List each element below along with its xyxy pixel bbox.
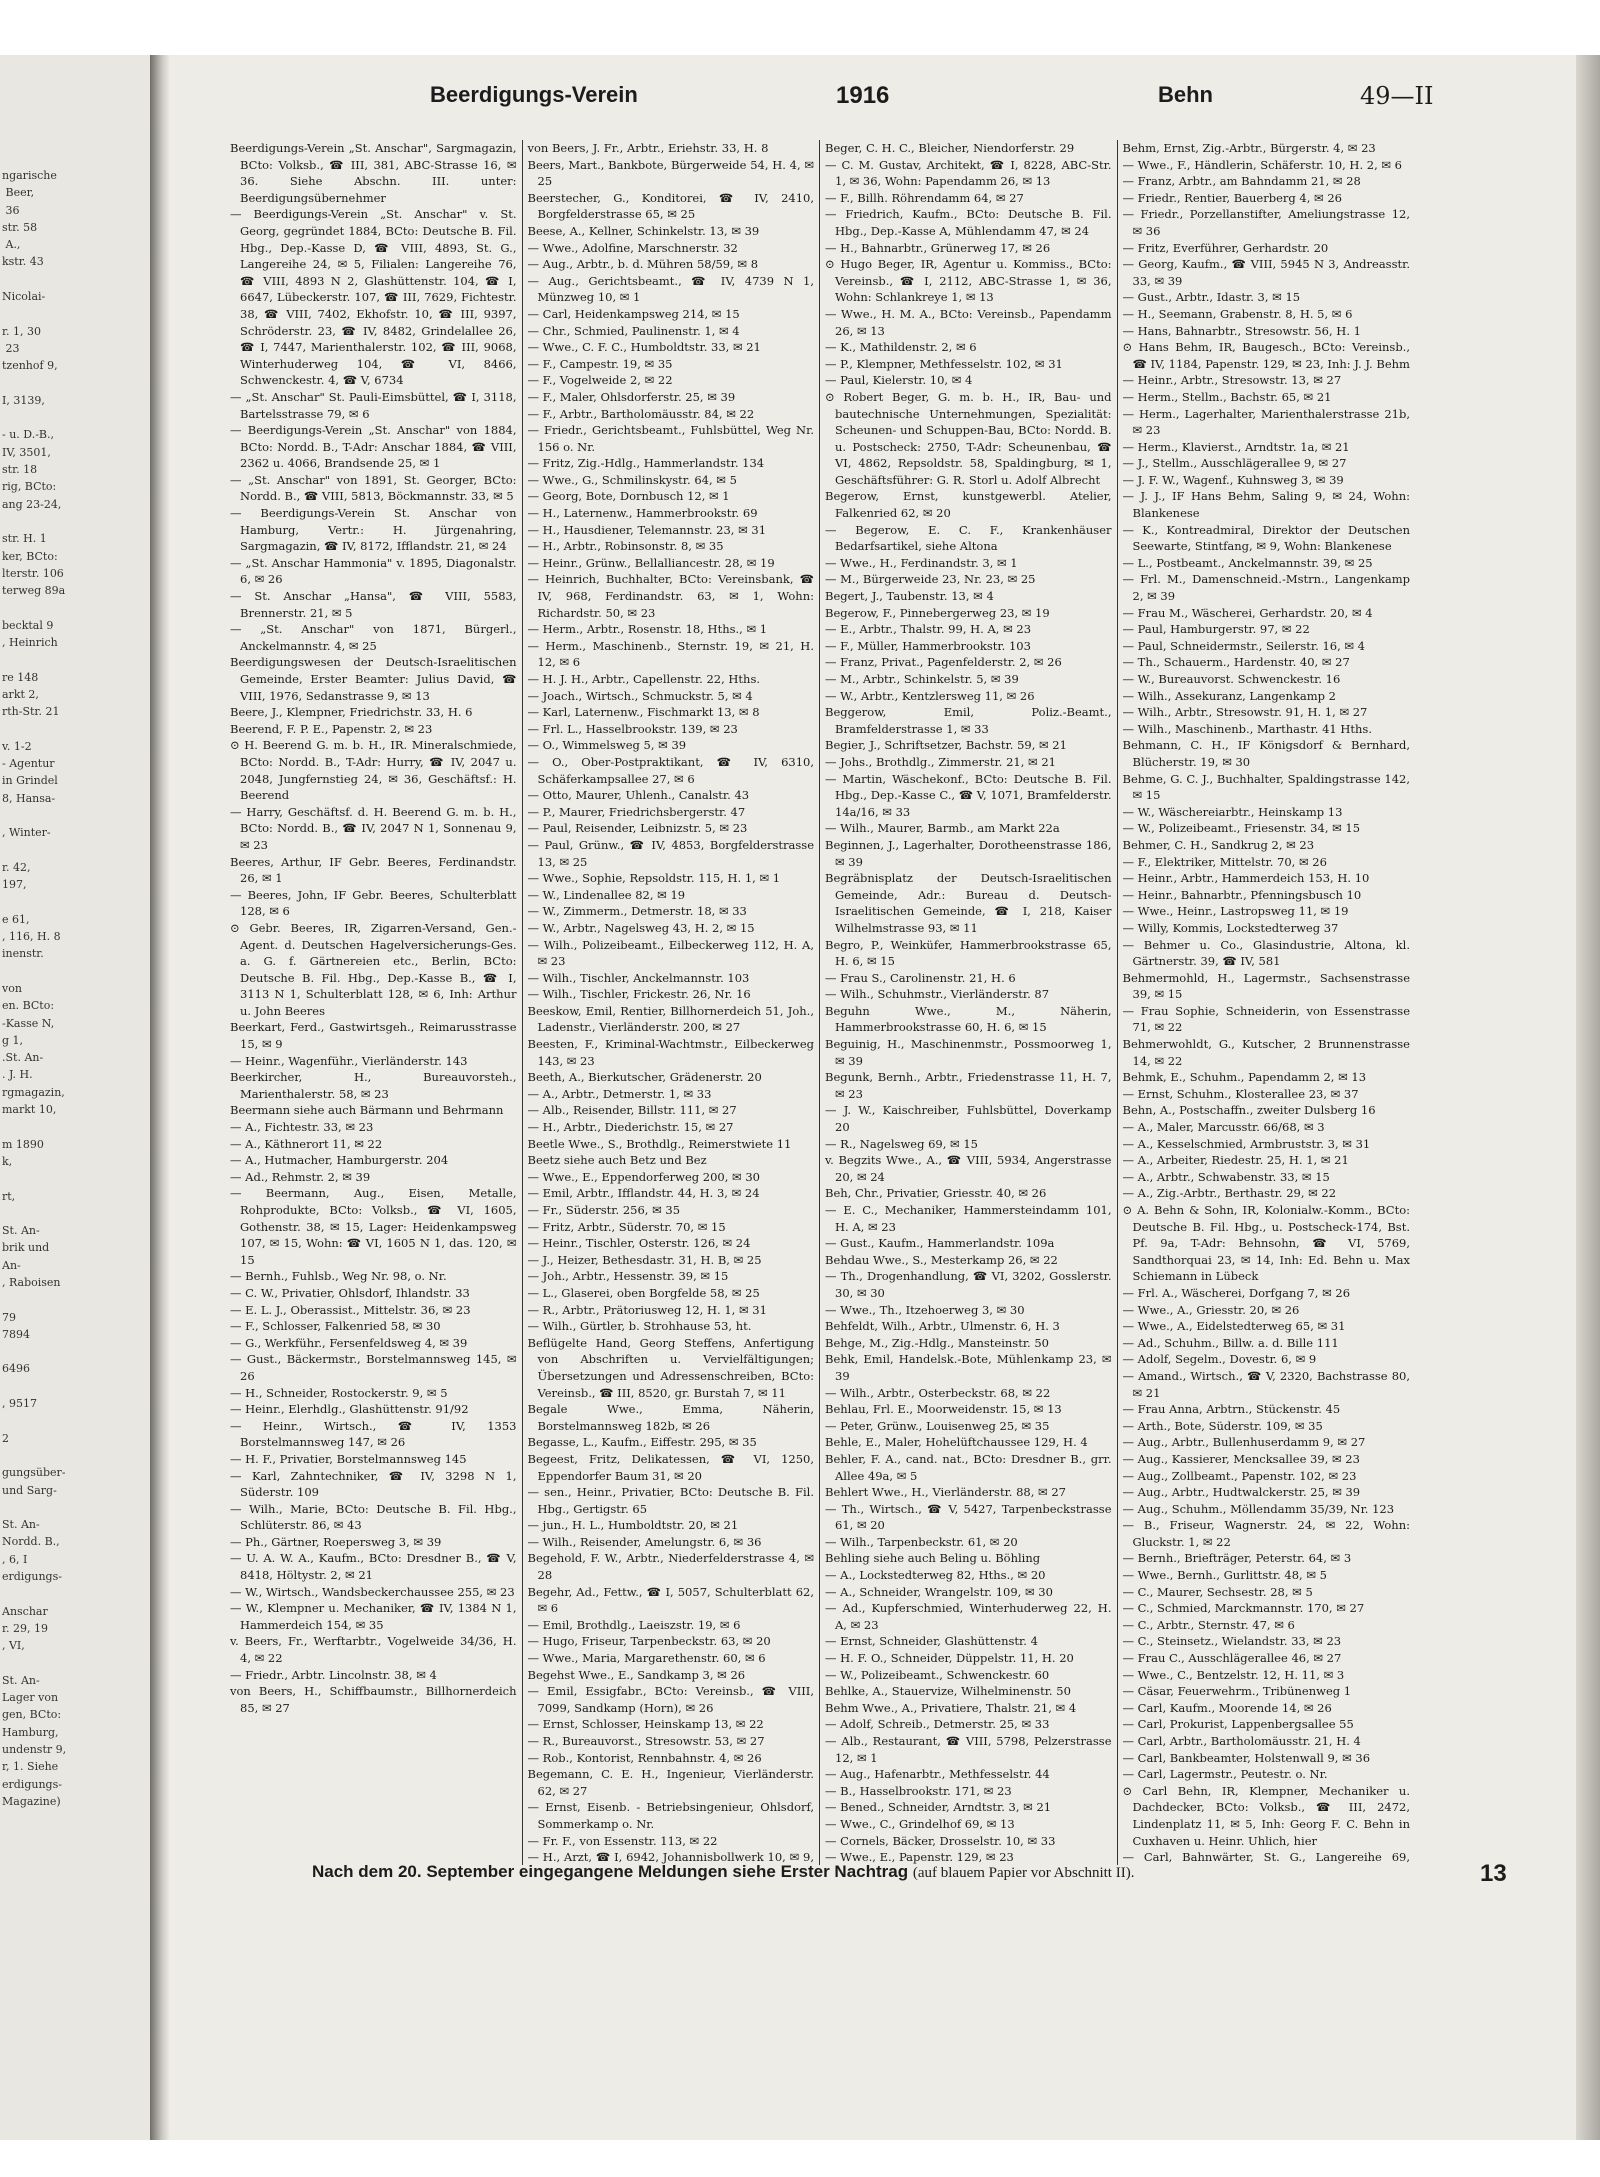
directory-entry: — Rob., Kontorist, Rennbahnstr. 4, ✉ 26	[527, 1750, 762, 1765]
facing-page-fragment	[0, 55, 155, 2140]
directory-entry: — J. W., Kaischreiber, Fuhlsbüttel, Doverkamp 20	[825, 1103, 1112, 1135]
header-year: 1916	[836, 82, 890, 109]
directory-entry: — Wilh., Tarpenbeckstr. 61, ✉ 20	[825, 1534, 1018, 1549]
directory-entry: Begier, J., Schriftsetzer, Bachstr. 59, ✉ 21	[825, 738, 1067, 753]
directory-entry: — Wwe., Maria, Margarethenstr. 60, ✉ 6	[527, 1651, 766, 1666]
directory-entry: — G., Werkführ., Fersenfeldsweg 4, ✉ 39	[230, 1335, 468, 1350]
directory-entry: — F., Müller, Hammerbrookstr. 103	[825, 638, 1031, 653]
directory-entry: Beggerow, Emil, Poliz.-Beamt., Bramfelderstrasse 1, ✉ 33	[825, 705, 1112, 736]
column-3	[820, 140, 1118, 1865]
directory-entry: ⊙ Hugo Beger, IR, Agentur u. Kommiss., BCto: Vereinsb., ☎ I, 2112, ABC-Strasse 1, ✉ 36, Wohn: Schlankreye 1, ✉ 13	[825, 257, 1112, 305]
directory-entry: — Fr., Süderstr. 256, ✉ 35	[527, 1203, 681, 1217]
header-left-keyword: Beerdigungs-Verein	[430, 82, 638, 107]
directory-entry: Behlke, A., Stauervize, Wilhelminenstr. 50	[825, 1684, 1071, 1699]
directory-entry: — H., Arbtr., Diederichstr. 15, ✉ 27	[527, 1120, 734, 1135]
directory-entry: — Wilh., Marie, BCto: Deutsche B. Fil. Hbg., Schlüterstr. 86, ✉ 43	[230, 1501, 517, 1533]
directory-entry: — Begerow, E. C. F., Krankenhäuser Bedarfsartikel, siehe Altona	[825, 522, 1112, 554]
directory-entry: — sen., Heinr., Privatier, BCto: Deutsche B. Fil. Hbg., Gertigstr. 65	[527, 1485, 814, 1516]
directory-entry: — Wwe., A., Griesstr. 20, ✉ 26	[1122, 1302, 1300, 1317]
directory-entry: Behn, A., Postschaffn., zweiter Dulsberg 16	[1122, 1103, 1376, 1118]
directory-entry: — Wilh., Polizeibeamt., Eilbeckerweg 112, H. A, ✉ 23	[527, 937, 814, 969]
directory-entry: — E., Arbtr., Thalstr. 99, H. A, ✉ 23	[825, 622, 1032, 637]
directory-entry: — Carl, Bahnwärter, St. G., Langereihe 69,	[1122, 1850, 1410, 1865]
directory-entry: Beh, Chr., Privatier, Griesstr. 40, ✉ 26	[825, 1186, 1047, 1201]
directory-entry: — L., Postbeamt., Anckelmannstr. 39, ✉ 25	[1122, 555, 1373, 570]
header-right-keyword: Behn	[1158, 82, 1213, 107]
directory-entry: Behle, E., Maler, Hohelüftchaussee 129, H. 4	[825, 1435, 1088, 1450]
directory-entry: — Adolf, Schreib., Detmerstr. 25, ✉ 33	[825, 1717, 1050, 1732]
directory-entry: Behmann, C. H., IF Königsdorf & Bernhard, Blücherstr. 19, ✉ 30	[1122, 738, 1410, 769]
directory-entry: — Beeres, John, IF Gebr. Beeres, Schulterblatt 128, ✉ 6	[230, 887, 517, 919]
directory-entry: — Adolf, Segelm., Dovestr. 6, ✉ 9	[1122, 1352, 1317, 1367]
directory-entry: — Wilh., Tischler, Frickestr. 26, Nr. 16	[527, 987, 751, 1002]
directory-entry: — J., Heizer, Bethesdastr. 31, H. B, ✉ 25	[527, 1252, 762, 1267]
directory-entry: — C., Arbtr., Sternstr. 47, ✉ 6	[1122, 1617, 1295, 1632]
directory-entry: — Gust., Arbtr., Idastr. 3, ✉ 15	[1122, 290, 1301, 305]
directory-entry: — Fr. F., von Essenstr. 113, ✉ 22	[527, 1833, 718, 1848]
directory-entry: — Heinr., Elerhdlg., Glashüttenstr. 91/92	[230, 1402, 469, 1417]
directory-entry: — K., Mathildenstr. 2, ✉ 6	[825, 340, 977, 355]
directory-entry: — H. F., Privatier, Borstelmannsweg 145	[230, 1451, 467, 1466]
directory-entry: — Ph., Gärtner, Roepersweg 3, ✉ 39	[230, 1534, 442, 1549]
directory-entry: — Heinr., Arbtr., Stresowstr. 13, ✉ 27	[1122, 373, 1342, 388]
directory-entry: Behme, G. C. J., Buchhalter, Spaldingstrasse 142, ✉ 15	[1122, 771, 1410, 803]
directory-entry: — E. C., Mechaniker, Hammersteindamm 101, H. A, ✉ 23	[825, 1203, 1112, 1234]
directory-entry: — K., Kontreadmiral, Direktor der Deutschen Seewarte, Stintfang, ✉ 9, Wohn: Blankenese	[1122, 522, 1410, 554]
directory-entry: — W., Bureauvorst. Schwenckestr. 16	[1122, 672, 1341, 686]
directory-entry: — A., Fichtestr. 33, ✉ 23	[230, 1120, 374, 1135]
directory-entry: — Arth., Bote, Süderstr. 109, ✉ 35	[1122, 1418, 1323, 1433]
directory-entry: — Herm., Lagerhalter, Marienthalerstrasse 21b, ✉ 23	[1122, 406, 1410, 438]
directory-entry: — C., Steinsetz., Wielandstr. 33, ✉ 23	[1122, 1634, 1342, 1649]
directory-entry: Beeskow, Emil, Rentier, Billhornerdeich 51, Joh., Ladenstr., Vierländerstr. 200, ✉ 27	[527, 1003, 814, 1035]
directory-entry: — Wwe., C., Grindelhof 69, ✉ 13	[825, 1816, 1015, 1831]
directory-entry: — Wilh., Assekuranz, Langenkamp 2	[1122, 688, 1336, 703]
directory-entry: — J. J., IF Hans Behm, Saling 9, ✉ 24, Wohn: Blankenese	[1122, 489, 1410, 521]
directory-entry: Behfeldt, Wilh., Arbtr., Ulmenstr. 6, H. 3	[825, 1319, 1060, 1334]
directory-entry: — Frl. M., Damenschneid.-Mstrn., Langenkamp 2, ✉ 39	[1122, 572, 1410, 604]
directory-entry: — Friedr., Gerichtsbeamt., Fuhlsbüttel, Weg Nr. 156 o. Nr.	[527, 423, 814, 454]
directory-entry: — H., Arzt, ☎ I, 6942, Johannisbollwerk 10, ✉ 9,	[527, 1850, 814, 1865]
directory-entry: — F., Billh. Röhrendamm 64, ✉ 27	[825, 190, 1024, 205]
directory-entry: Behm Wwe., A., Privatiere, Thalstr. 21, ✉ 4	[825, 1700, 1077, 1715]
directory-entry: — A., Käthnerort 11, ✉ 22	[230, 1136, 383, 1151]
directory-entry: — A., Schneider, Wrangelstr. 109, ✉ 30	[825, 1584, 1053, 1599]
directory-entry: — F., Arbtr., Bartholomäusstr. 84, ✉ 22	[527, 406, 755, 421]
directory-entry: — Emil, Essigfabr., BCto: Vereinsb., ☎ VIII, 7099, Sandkamp (Horn), ✉ 26	[527, 1684, 814, 1715]
directory-entry: Begehold, F. W., Arbtr., Niederfelderstrasse 4, ✉ 28	[527, 1551, 814, 1583]
directory-entry: Beetle Wwe., S., Brothdlg., Reimerstwiete 11	[527, 1136, 792, 1151]
directory-entry: — B., Friseur, Wagnerstr. 24, ✉ 22, Wohn: Gluckstr. 1, ✉ 22	[1122, 1518, 1410, 1549]
directory-entry: — W., Zimmerm., Detmerstr. 18, ✉ 33	[527, 904, 747, 919]
directory-entry: — Ernst, Eisenb. - Betriebsingenieur, Ohlsdorf, Sommerkamp o. Nr.	[527, 1800, 814, 1831]
directory-entry: — Wwe., Heinr., Lastropsweg 11, ✉ 19	[1122, 904, 1349, 919]
directory-entry: — Wwe., G., Schmilinskystr. 64, ✉ 5	[527, 472, 737, 487]
column-2	[523, 140, 821, 1865]
directory-entry: — Friedrich, Kaufm., BCto: Deutsche B. Fil. Hbg., Dep.-Kasse A, Mühlendamm 47, ✉ 24	[825, 207, 1112, 238]
directory-entry: — Wwe., Adolfine, Marschnerstr. 32	[527, 240, 738, 255]
directory-entry: Beerdigungs-Verein „St. Anschar", Sargmagazin, BCto: Volksb., ☎ III, 381, ABC-Strasse 16, ✉ 36. Siehe Abschn. III. unter: Beerdigungsübernehmer	[230, 141, 517, 205]
directory-entry: ⊙ Robert Beger, G. m. b. H., IR, Bau- und bautechnische Unternehmungen, Spezialität: Scheunen- und Schuppen-Bau, BCto: Nordd. B. u. Postscheck: 2750, T-Adr: Scheunenbau, ☎ VI, 4862, Repsoldstr. 58, Spaldingburg, ✉ 1, Geschäftsführer: G. R. Storl u. Adolf Albrecht	[825, 389, 1112, 487]
directory-entry: — Wilh., Maschinenb., Marthastr. 41 Hths.	[1122, 721, 1372, 736]
directory-entry: — M., Bürgerweide 23, Nr. 23, ✉ 25	[825, 572, 1036, 587]
book-gutter	[150, 55, 170, 2140]
directory-entry: Beetz siehe auch Betz und Bez	[527, 1153, 707, 1168]
directory-entry: Beeth, A., Bierkutscher, Grädenerstr. 20	[527, 1070, 762, 1085]
directory-entry: — O., Wimmelsweg 5, ✉ 39	[527, 738, 687, 753]
running-header	[430, 82, 1550, 122]
directory-entry: — A., Kesselschmied, Armbruststr. 3, ✉ 31	[1122, 1136, 1371, 1151]
directory-entry: — Carl, Kaufm., Moorende 14, ✉ 26	[1122, 1700, 1332, 1715]
directory-entry: — Wilh., Reisender, Amelungstr. 6, ✉ 36	[527, 1534, 762, 1549]
directory-entry: — Friedr., Porzellanstifter, Ameliungstrasse 12, ✉ 36	[1122, 207, 1410, 238]
directory-entry: — Heinr., Tischler, Osterstr. 126, ✉ 24	[527, 1236, 751, 1251]
directory-entry: — R., Nagelsweg 69, ✉ 15	[825, 1136, 978, 1151]
directory-entry: — „St. Anschar Hammonia" v. 1895, Diagonalstr. 6, ✉ 26	[230, 555, 517, 587]
directory-entry: — Amand., Wirtsch., ☎ V, 2320, Bachstrasse 80, ✉ 21	[1122, 1368, 1410, 1400]
directory-entry: Behmk, E., Schuhm., Papendamm 2, ✉ 13	[1122, 1070, 1367, 1085]
directory-entry: — Wilh., Arbtr., Stresowstr. 91, H. 1, ✉ 27	[1122, 705, 1368, 720]
directory-entry: — St. Anschar „Hansa", ☎ VIII, 5583, Brennerstr. 21, ✉ 5	[230, 589, 517, 620]
directory-entry: Beguinig, H., Maschinenmstr., Possmoorweg 1, ✉ 39	[825, 1037, 1112, 1068]
directory-entry: Beerkart, Ferd., Gastwirtsgeh., Reimarusstrasse 15, ✉ 9	[230, 1020, 517, 1052]
directory-entry: Behmer, C. H., Sandkrug 2, ✉ 23	[1122, 837, 1315, 852]
directory-entry: — H., Arbtr., Robinsonstr. 8, ✉ 35	[527, 539, 724, 554]
directory-entry: — Georg, Bote, Dornbusch 12, ✉ 1	[527, 489, 730, 504]
directory-entry: — Ad., Schuhm., Billw. a. d. Bille 111	[1122, 1335, 1339, 1350]
directory-entry: — Carl, Prokurist, Lappenbergsallee 55	[1122, 1717, 1354, 1732]
directory-entry: — A., Arbeiter, Riedestr. 25, H. 1, ✉ 21	[1122, 1153, 1349, 1168]
directory-entry: — Wwe., C. F. C., Humboldtstr. 33, ✉ 21	[527, 340, 761, 355]
facing-page-text: ngarische Beer, 36 str. 58 A., kstr. 43 Nicolai- r. 1, 30 23 tzenhof 9, I, 3139, - u. D.-B., IV, 3501, str. 18 rig, BCto: ang 23-24, str. H. 1 ker, BCto: lterstr. 106 terweg 89a becktal 9 , Heinrich re 148 arkt 2, rth-Str. 21 v. 1-2 - Agentur in Grindel 8, Hansa- , Winter- r. 42, 197, e 61, , 116, H. 8 inenstr. von en. BCto: -Kasse N, g 1, .St. An- . J. H. rgmagazin, markt 10, m 1890 k, rt, St. An- brik und An- , Raboisen 79 7894 6496 , 9517 2 gungsüber- und Sarg- St. An- Nordd. B., , 6, I erdigungs- Anschar r. 29, 19 , VI, St. An- Lager von gen, BCto: Hamburg, undenstr 9, r, 1. Siehe erdigungs- Magazine)	[2, 169, 67, 1808]
directory-entry: Beese, A., Kellner, Schinkelstr. 13, ✉ 39	[527, 223, 760, 238]
directory-entry: — Beerdigungs-Verein „St. Anschar" von 1884, BCto: Nordd. B., T-Adr: Anschar 1884, ☎ VIII, 2362 u. 4066, Brandsende 25, ✉ 1	[230, 423, 517, 471]
directory-entry: Beflügelte Hand, Georg Steffens, Anfertigung von Abschriften u. Vervielfältigungen; Übersetzungen und Adressenschreiben, BCto: Vereinsb., ☎ III, 8520, gr. Burstah 7, ✉ 11	[527, 1335, 814, 1400]
directory-entry: Behling siehe auch Beling u. Böhling	[825, 1551, 1041, 1566]
directory-entry: — Harry, Geschäftsf. d. H. Beerend G. m. b. H., BCto: Nordd. B., ☎ IV, 2047 N 1, Sonnenau 9, ✉ 23	[230, 804, 517, 852]
directory-entry: — Emil, Brothdlg., Laeiszstr. 19, ✉ 6	[527, 1617, 741, 1632]
directory-entry: — Wwe., Th., Itzehoerweg 3, ✉ 30	[825, 1302, 1025, 1317]
directory-entry: — O., Ober-Postpraktikant, ☎ IV, 6310, Schäferkampsallee 27, ✉ 6	[527, 754, 814, 786]
directory-entry: — Aug., Arbtr., b. d. Mühren 58/59, ✉ 8	[527, 257, 759, 272]
directory-entry: — Wwe., E., Eppendorferweg 200, ✉ 30	[527, 1169, 760, 1184]
directory-entry: — Joach., Wirtsch., Schmuckstr. 5, ✉ 4	[527, 688, 753, 703]
directory-entry: Beesten, F., Kriminal-Wachtmstr., Eilbeckerweg 143, ✉ 23	[527, 1037, 814, 1068]
directory-entry: — H., Hausdiener, Telemannstr. 23, ✉ 31	[527, 522, 767, 537]
directory-entry: — P., Klempner, Methfesselstr. 102, ✉ 31	[825, 356, 1063, 371]
directory-entry: — Frl. A., Wäscherei, Dorfgang 7, ✉ 26	[1122, 1285, 1351, 1300]
directory-entry: Beerkircher, H., Bureauvorsteh., Marienthalerstr. 58, ✉ 23	[230, 1070, 517, 1101]
directory-entry: Behm, Ernst, Zig.-Arbtr., Bürgerstr. 4, ✉ 23	[1122, 141, 1376, 155]
directory-entry: — Ernst, Schuhm., Klosterallee 23, ✉ 37	[1122, 1086, 1359, 1101]
directory-entry: — Herm., Klavierst., Arndtstr. 1a, ✉ 21	[1122, 439, 1350, 454]
directory-entry: — Chr., Schmied, Paulinenstr. 1, ✉ 4	[527, 323, 740, 338]
directory-entry: — W., Lindenallee 82, ✉ 19	[527, 887, 686, 902]
directory-entry: Begale Wwe., Emma, Näherin, Borstelmannsweg 182b, ✉ 26	[527, 1402, 814, 1433]
directory-entry: — U. A. W. A., Kaufm., BCto: Dresdner B., ☎ V, 8418, Höltystr. 2, ✉ 21	[230, 1551, 517, 1583]
footer-page-number: 13	[1480, 1860, 1507, 1887]
directory-entry: — W., Wäschereiarbtr., Heinskamp 13	[1122, 804, 1343, 819]
directory-entry: — C., Schmied, Marckmannstr. 170, ✉ 27	[1122, 1601, 1365, 1616]
directory-entry: Beginnen, J., Lagerhalter, Dorotheenstrasse 186, ✉ 39	[825, 837, 1112, 869]
directory-entry: Beger, C. H. C., Bleicher, Niendorferstr. 29	[825, 141, 1075, 155]
directory-entry: — Th., Wirtsch., ☎ V, 5427, Tarpenbeckstrasse 61, ✉ 20	[825, 1501, 1112, 1533]
directory-entry: — Wilh., Maurer, Barmb., am Markt 22a	[825, 821, 1060, 836]
directory-entry: — Paul, Hamburgerstr. 97, ✉ 22	[1122, 622, 1310, 637]
directory-entry: v. Begzits Wwe., A., ☎ VIII, 5934, Angerstrasse 20, ✉ 24	[825, 1153, 1112, 1184]
directory-entry: — Wilh., Tischler, Anckelmannstr. 103	[527, 970, 750, 985]
directory-entry: — J., Stellm., Ausschlägerallee 9, ✉ 27	[1122, 456, 1347, 471]
directory-entry: — Heinr., Grünw., Bellalliancestr. 28, ✉ 19	[527, 555, 775, 570]
directory-entry: Beere, J., Klempner, Friedrichstr. 33, H. 6	[230, 705, 473, 720]
directory-entry: — H., Bahnarbtr., Grünerweg 17, ✉ 26	[825, 240, 1051, 255]
directory-entry: — Wwe., F., Händlerin, Schäferstr. 10, H. 2, ✉ 6	[1122, 157, 1403, 172]
directory-entry: Beerstecher, G., Konditorei, ☎ IV, 2410, Borgfelderstrasse 65, ✉ 25	[527, 190, 814, 222]
directory-entry: — Wwe., H. M. A., BCto: Vereinsb., Papendamm 26, ✉ 13	[825, 306, 1112, 338]
directory-entry: Behlau, Frl. E., Moorweidenstr. 15, ✉ 13	[825, 1402, 1062, 1417]
directory-entry: — Heinr., Wirtsch., ☎ IV, 1353 Borstelmannsweg 147, ✉ 26	[230, 1418, 517, 1450]
directory-entry: — W., Arbtr., Kentzlersweg 11, ✉ 26	[825, 688, 1035, 703]
directory-entry: — Paul, Grünw., ☎ IV, 4853, Borgfelderstrasse 13, ✉ 25	[527, 837, 814, 869]
directory-entry: Beers, Mart., Bankbote, Bürgerweide 54, H. 4, ✉ 25	[527, 157, 814, 189]
directory-entry: — Heinrich, Buchhalter, BCto: Vereinsbank, ☎ IV, 968, Ferdinandstr. 63, ✉ 1, Wohn: Richardstr. 50, ✉ 23	[527, 572, 814, 620]
directory-entry: — Otto, Maurer, Uhlenh., Canalstr. 43	[527, 788, 750, 803]
directory-entry: — C. M. Gustav, Architekt, ☎ I, 8228, ABC-Str. 1, ✉ 36, Wohn: Papendamm 26, ✉ 13	[825, 157, 1112, 189]
directory-entry: — C. W., Privatier, Ohlsdorf, Ihlandstr. 33	[230, 1285, 470, 1300]
footer-note-text: Nach dem 20. September eingegangene Meldungen siehe Erster Nachtrag	[312, 1862, 909, 1881]
directory-entry: Behmermohld, H., Lagermstr., Sachsenstrasse 39, ✉ 15	[1122, 970, 1410, 1002]
directory-entry: — „St. Anschar" von 1891, St. Georger, BCto: Nordd. B., ☎ VIII, 5813, Böckmannstr. 33, ✉ 5	[230, 472, 517, 504]
directory-entry: — Herm., Maschinenb., Sternstr. 19, ✉ 21, H. 12, ✉ 6	[527, 638, 814, 670]
directory-entry: — H., Schneider, Rostockerstr. 9, ✉ 5	[230, 1385, 448, 1400]
directory-entry: — Aug., Hafenarbtr., Methfesselstr. 44	[825, 1767, 1050, 1782]
directory-entry: — Johs., Brothdlg., Zimmerstr. 21, ✉ 21	[825, 754, 1056, 769]
directory-entry: — Th., Schauerm., Hardenstr. 40, ✉ 27	[1122, 655, 1350, 670]
directory-entry: — A., Zig.-Arbtr., Berthastr. 29, ✉ 22	[1122, 1186, 1337, 1201]
directory-entry: — Carl, Arbtr., Bartholomäusstr. 21, H. 4	[1122, 1734, 1361, 1748]
directory-entry: — Franz, Privat., Pagenfelderstr. 2, ✉ 26	[825, 655, 1062, 670]
directory-entry: — Wilh., Schuhmstr., Vierländerstr. 87	[825, 987, 1050, 1002]
directory-entry: — „St. Anschar" St. Pauli-Eimsbüttel, ☎ I, 3118, Bartelsstrasse 79, ✉ 6	[230, 389, 517, 421]
directory-entry: — A., Maler, Marcusstr. 66/68, ✉ 3	[1122, 1120, 1325, 1135]
directory-entry: — E. L. J., Oberassist., Mittelstr. 36, ✉ 23	[230, 1302, 471, 1317]
directory-entry: — Fritz, Zig.-Hdlg., Hammerlandstr. 134	[527, 456, 765, 471]
directory-entry: — Bernh., Briefträger, Peterstr. 64, ✉ 3	[1122, 1551, 1352, 1566]
directory-entry: — Herm., Stellm., Bachstr. 65, ✉ 21	[1122, 389, 1332, 404]
directory-entry: Behmerwohldt, G., Kutscher, 2 Brunnenstrasse 14, ✉ 22	[1122, 1037, 1410, 1068]
directory-entry: — H. F. O., Schneider, Düppelstr. 11, H. 20	[825, 1651, 1074, 1666]
directory-entry: Begräbnisplatz der Deutsch-Israelitischen Gemeinde, Adr.: Bureau d. Deutsch-Israelitischen Gemeinde, ☎ I, 218, Kaiser Wilhelmstrasse 93, ✉ 11	[825, 871, 1112, 935]
directory-entry: — Beermann, Aug., Eisen, Metalle, Rohprodukte, BCto: Volksb., ☎ VI, 1605, Gothenstr. 38, ✉ 15, Lager: Heidenkampsweg 107, ✉ 15, Wohn: ☎ VI, 1605 N 1, das. 120, ✉ 15	[230, 1186, 517, 1267]
directory-entry: — Fritz, Arbtr., Süderstr. 70, ✉ 15	[527, 1219, 726, 1234]
directory-entry: — M., Arbtr., Schinkelstr. 5, ✉ 39	[825, 672, 1019, 686]
page-edge	[1576, 55, 1600, 2140]
directory-entry: Begro, P., Weinküfer, Hammerbrookstrasse 65, H. 6, ✉ 15	[825, 937, 1112, 969]
directory-entry: — A., Arbtr., Detmerstr. 1, ✉ 33	[527, 1086, 712, 1101]
directory-entry: — Wwe., Sophie, Repsoldstr. 115, H. 1, ✉ 1	[527, 871, 781, 886]
directory-entry: — Hugo, Friseur, Tarpenbeckstr. 63, ✉ 20	[527, 1634, 771, 1649]
directory-entry: — Peter, Grünw., Louisenweg 25, ✉ 35	[825, 1418, 1050, 1433]
directory-entry: — Martin, Wäschekonf., BCto: Deutsche B. Fil. Hbg., Dep.-Kasse C., ☎ V, 1071, Bramfelderstr. 14a/16, ✉ 33	[825, 771, 1112, 819]
directory-entry: — Frau Anna, Arbtrn., Stückenstr. 45	[1122, 1402, 1341, 1417]
directory-entry: Begunk, Bernh., Arbtr., Friedenstrasse 11, H. 7, ✉ 23	[825, 1070, 1112, 1101]
directory-entry: — L., Glaserei, oben Borgfelde 58, ✉ 25	[527, 1285, 760, 1300]
directory-entry: — Frl. L., Hasselbrookstr. 139, ✉ 23	[527, 721, 738, 736]
directory-entry: — Frau Sophie, Schneiderin, von Essenstrasse 71, ✉ 22	[1122, 1003, 1410, 1035]
directory-entry: Begehst Wwe., E., Sandkamp 3, ✉ 26	[527, 1667, 746, 1682]
directory-entry: — Aug., Arbtr., Hudtwalckerstr. 25, ✉ 39	[1122, 1485, 1361, 1500]
directory-entry: — Georg, Kaufm., ☎ VIII, 5945 N 3, Andreasstr. 33, ✉ 39	[1122, 257, 1410, 288]
directory-entry: ⊙ Carl Behn, IR, Klempner, Mechaniker u. Dachdecker, BCto: Volksb., ☎ III, 2472, Lindenplatz 11, ✉ 5, Inh: Georg F. C. Behn in Cuxhaven u. Heinr. Uhlich, hier	[1122, 1783, 1410, 1848]
directory-entry: Begeest, Fritz, Delikatessen, ☎ VI, 1250, Eppendorfer Baum 31, ✉ 20	[527, 1451, 814, 1483]
directory-entry: — Karl, Laternenw., Fischmarkt 13, ✉ 8	[527, 705, 760, 720]
directory-entry: — Aug., Schuhm., Möllendamm 35/39, Nr. 123	[1122, 1501, 1395, 1516]
directory-entry: — Wwe., E., Papenstr. 129, ✉ 23	[825, 1850, 1014, 1865]
directory-entry: — Joh., Arbtr., Hessenstr. 39, ✉ 15	[527, 1269, 729, 1284]
directory-entry: Behlert Wwe., H., Vierländerstr. 88, ✉ 27	[825, 1485, 1066, 1500]
directory-entry: — Cornels, Bäcker, Drosselstr. 10, ✉ 33	[825, 1833, 1056, 1848]
directory-entry: — Aug., Kassierer, Mencksallee 39, ✉ 23	[1122, 1451, 1360, 1466]
directory-entry: — Carl, Bankbeamter, Holstenwall 9, ✉ 36	[1122, 1750, 1371, 1765]
directory-entry: — W., Polizeibeamt., Schwenckestr. 60	[825, 1667, 1050, 1682]
directory-entry: — Heinr., Arbtr., Hammerdeich 153, H. 10	[1122, 871, 1370, 886]
directory-entry: Beguhn Wwe., M., Näherin, Hammerbrookstrasse 60, H. 6, ✉ 15	[825, 1003, 1112, 1035]
directory-entry: — H., Seemann, Grabenstr. 8, H. 5, ✉ 6	[1122, 306, 1353, 321]
directory-entry: Beeres, Arthur, IF Gebr. Beeres, Ferdinandstr. 26, ✉ 1	[230, 854, 517, 886]
directory-entry: — A., Lockstedterweg 82, Hths., ✉ 20	[825, 1568, 1046, 1583]
directory-entry: — C., Maurer, Sechsestr. 28, ✉ 5	[1122, 1584, 1313, 1599]
directory-entry: — Wilh., Gürtler, b. Strohhause 53, ht.	[527, 1319, 752, 1334]
directory-entry: — Heinr., Bahnarbtr., Pfenningsbusch 10	[1122, 887, 1362, 902]
directory-entry: Begehr, Ad., Fettw., ☎ I, 5057, Schulterblatt 62, ✉ 6	[527, 1584, 814, 1616]
directory-columns	[225, 140, 1415, 1865]
directory-entry: von Beers, J. Fr., Arbtr., Eriehstr. 33, H. 8	[527, 141, 769, 155]
directory-entry: Begerow, Ernst, kunstgewerbl. Atelier, Falkenried 62, ✉ 20	[825, 489, 1112, 521]
directory-entry: — Wwe., H., Ferdinandstr. 3, ✉ 1	[825, 555, 1018, 570]
directory-entry: ⊙ H. Beerend G. m. b. H., IR. Mineralschmiede, BCto: Nordd. B., T-Adr: Hurry, ☎ IV, 2047 u. 2048, Jungfernstieg 24, ✉ 36, Geschäftsf.: H. Beerend	[230, 738, 517, 803]
directory-entry: — Aug., Arbtr., Bullenhuserdamm 9, ✉ 27	[1122, 1435, 1366, 1450]
directory-entry: — Fritz, Everführer, Gerhardstr. 20	[1122, 240, 1329, 255]
directory-entry: — Friedr., Rentier, Bauerberg 4, ✉ 26	[1122, 190, 1342, 205]
directory-entry: — Karl, Zahntechniker, ☎ IV, 3298 N 1, Süderstr. 109	[230, 1468, 517, 1500]
directory-entry: — Aug., Gerichtsbeamt., ☎ IV, 4739 N 1, Münzweg 10, ✉ 1	[527, 273, 814, 305]
directory-entry: — A., Arbtr., Schwabenstr. 33, ✉ 15	[1122, 1169, 1330, 1184]
directory-entry: — Behmer u. Co., Glasindustrie, Altona, kl. Gärtnerstr. 39, ☎ IV, 581	[1122, 937, 1410, 969]
directory-entry: Beerend, F. P. E., Papenstr. 2, ✉ 23	[230, 721, 433, 736]
directory-entry: — Gust., Kaufm., Hammerlandstr. 109a	[825, 1236, 1055, 1251]
directory-entry: v. Beers, Fr., Werftarbtr., Vogelweide 34/36, H. 4, ✉ 22	[230, 1634, 517, 1666]
directory-entry: Begerow, F., Pinnebergerweg 23, ✉ 19	[825, 605, 1050, 620]
directory-entry: — Frau S., Carolinenstr. 21, H. 6	[825, 970, 1016, 985]
directory-entry: — R., Arbtr., Prätoriusweg 12, H. 1, ✉ 31	[527, 1302, 767, 1317]
directory-entry: — Ad., Rehmstr. 2, ✉ 39	[230, 1169, 371, 1184]
directory-entry: — Heinr., Wagenführ., Vierländerstr. 143	[230, 1053, 468, 1068]
directory-entry: — Carl, Lagermstr., Peutestr. o. Nr.	[1122, 1767, 1328, 1782]
column-4	[1118, 140, 1416, 1865]
directory-entry: — „St. Anschar" von 1871, Bürgerl., Anckelmannstr. 4, ✉ 25	[230, 622, 517, 653]
directory-entry: Behge, M., Zig.-Hdlg., Mansteinstr. 50	[825, 1335, 1050, 1350]
directory-entry: — Paul, Schneidermstr., Seilerstr. 16, ✉ 4	[1122, 638, 1365, 653]
directory-entry: — J. F. W., Wagenf., Kuhnsweg 3, ✉ 39	[1122, 472, 1344, 487]
directory-entry: — W., Arbtr., Nagelsweg 43, H. 2, ✉ 15	[527, 920, 755, 935]
directory-entry: Behk, Emil, Handelsk.-Bote, Mühlenkamp 23, ✉ 39	[825, 1352, 1112, 1383]
directory-entry: — Wwe., Bernh., Gurlittstr. 48, ✉ 5	[1122, 1568, 1327, 1583]
directory-entry: — Herm., Arbtr., Rosenstr. 18, Hths., ✉ 1	[527, 622, 768, 637]
directory-entry: — Gust., Bäckermstr., Borstelmannsweg 145, ✉ 26	[230, 1352, 517, 1383]
directory-entry: — Alb., Reisender, Billstr. 111, ✉ 27	[527, 1103, 737, 1118]
directory-entry: — jun., H. L., Humboldtstr. 20, ✉ 21	[527, 1518, 739, 1533]
directory-entry: — R., Bureauvorst., Stresowstr. 53, ✉ 27	[527, 1734, 765, 1748]
directory-entry: — H. J. H., Arbtr., Capellenstr. 22, Hths.	[527, 672, 761, 686]
directory-entry: — F., Vogelweide 2, ✉ 22	[527, 373, 673, 388]
directory-entry: — Friedr., Arbtr. Lincolnstr. 38, ✉ 4	[230, 1667, 437, 1682]
directory-entry: Behler, F. A., cand. nat., BCto: Dresdner B., grr. Allee 49a, ✉ 5	[825, 1451, 1112, 1483]
directory-entry: — Wwe., C., Bentzelstr. 12, H. 11, ✉ 3	[1122, 1667, 1345, 1682]
directory-entry: Beermann siehe auch Bärmann und Behrmann	[230, 1103, 504, 1118]
directory-entry: Begert, J., Taubenstr. 13, ✉ 4	[825, 589, 994, 604]
directory-entry: — F., Maler, Ohlsdorferstr. 25, ✉ 39	[527, 389, 736, 404]
directory-entry: — A., Hutmacher, Hamburgerstr. 204	[230, 1153, 449, 1168]
directory-entry: — Carl, Heidenkampsweg 214, ✉ 15	[527, 306, 740, 321]
directory-entry: — F., Elektriker, Mittelstr. 70, ✉ 26	[1122, 854, 1327, 869]
directory-entry: — Beerdigungs-Verein „St. Anschar" v. St. Georg, gegründet 1884, BCto: Deutsche B. Fil. Hbg., Dep.-Kasse D, ☎ VIII, 4893, St. G., Langereihe 24, ✉ 5, Filialen: Langereihe 76, ☎ VIII, 4893 N 2, Glashüttenstr. 104, ☎ I, 6647, Lübeckerstr. 107, ☎ III, 7629, Fichtestr. 38, ☎ VIII, 7402, Ekhofstr. 10, ☎ III, 9397, Schröderstr. 23, ☎ IV, 8482, Grindelallee 26, ☎ I, 7447, Marienthalerstr. 102, ☎ III, 9068, Winterhuderweg 104, ☎ VI, 8466, Schwenckestr. 4, ☎ V, 6734	[230, 207, 517, 388]
directory-entry: — Beerdigungs-Verein St. Anschar von Hamburg, Vertr.: H. Jürgenahring, Sargmagazin, ☎ IV, 8172, Ifflandstr. 21, ✉ 24	[230, 506, 517, 554]
directory-entry: — Cäsar, Feuerwehrm., Tribünenweg 1	[1122, 1684, 1352, 1699]
directory-entry: — B., Hasselbrookstr. 171, ✉ 23	[825, 1783, 1012, 1798]
directory-entry: — Bernh., Fuhlsb., Weg Nr. 98, o. Nr.	[230, 1269, 447, 1284]
directory-entry: Begemann, C. E. H., Ingenieur, Vierländerstr. 62, ✉ 27	[527, 1767, 814, 1798]
page-number: 49—II	[1360, 82, 1434, 110]
directory-entry: — F., Campestr. 19, ✉ 35	[527, 356, 673, 371]
directory-entry: — F., Schlosser, Falkenried 58, ✉ 30	[230, 1319, 441, 1334]
directory-entry: ⊙ Hans Behm, IR, Baugesch., BCto: Vereinsb., ☎ IV, 1184, Papenstr. 129, ✉ 23, Inh: J. J. Behm	[1122, 340, 1410, 371]
directory-entry: — Ernst, Schlosser, Heinskamp 13, ✉ 22	[527, 1717, 764, 1732]
directory-entry: — W., Klempner u. Mechaniker, ☎ IV, 1384 N 1, Hammerdeich 154, ✉ 35	[230, 1601, 517, 1632]
footer-note	[312, 1862, 1462, 1888]
directory-entry: — W., Polizeibeamt., Friesenstr. 34, ✉ 15	[1122, 821, 1361, 836]
directory-entry: Beerdigungswesen der Deutsch-Israelitischen Gemeinde, Erster Beamter: Julius David, ☎ VIII, 1976, Sedanstrasse 9, ✉ 13	[230, 655, 517, 703]
directory-entry: — Wilh., Arbtr., Osterbeckstr. 68, ✉ 22	[825, 1385, 1051, 1400]
directory-entry: Begasse, L., Kaufm., Eiffestr. 295, ✉ 35	[527, 1435, 757, 1450]
directory-entry: ⊙ Gebr. Beeres, IR, Zigarren-Versand, Gen.-Agent. d. Deutschen Hagelversicherungs-Ges. a. G. f. Gärtnereien etc., Berlin, BCto: Deutsche B. Fil. Hbg., Dep.-Kasse B., ☎ I, 3113 N 1, Schulterblatt 128, ✉ 6, Inh: Arthur u. John Beeres	[230, 920, 517, 1018]
directory-entry: — Willy, Kommis, Lockstedterweg 37	[1122, 920, 1339, 935]
directory-entry: — W., Wirtsch., Wandsbeckerchaussee 255, ✉ 23	[230, 1584, 515, 1599]
column-1	[225, 140, 523, 1865]
directory-entry: Behdau Wwe., S., Mesterkamp 26, ✉ 22	[825, 1252, 1058, 1267]
directory-entry: — Frau C., Ausschlägerallee 46, ✉ 27	[1122, 1651, 1342, 1666]
directory-entry: — Alb., Restaurant, ☎ VIII, 5798, Pelzerstrasse 12, ✉ 1	[825, 1734, 1112, 1765]
directory-entry: — Ad., Kupferschmied, Winterhuderweg 22, H. A, ✉ 23	[825, 1601, 1112, 1632]
directory-entry: ⊙ A. Behn & Sohn, IR, Kolonialw.-Komm., BCto: Deutsche B. Fil. Hbg., u. Postscheck-174, Bst. Pf. 9a, T-Adr: Behnsohn, ☎ VI, 5769, Sandthorquai 23, ✉ 14, Inh: Ed. Behn u. Max Schiemann in Lübeck	[1122, 1203, 1410, 1284]
directory-entry: — Bened., Schneider, Arndtstr. 3, ✉ 21	[825, 1800, 1052, 1815]
directory-entry: — Frau M., Wäscherei, Gerhardstr. 20, ✉ 4	[1122, 605, 1373, 620]
directory-entry: — Wwe., A., Eidelstedterweg 65, ✉ 31	[1122, 1319, 1346, 1334]
directory-entry: — Ernst, Schneider, Glashüttenstr. 4	[825, 1634, 1038, 1649]
directory-entry: — Th., Drogenhandlung, ☎ VI, 3202, Gosslerstr. 30, ✉ 30	[825, 1269, 1112, 1300]
directory-entry: — Aug., Zollbeamt., Papenstr. 102, ✉ 23	[1122, 1468, 1357, 1483]
directory-entry: von Beers, H., Schiffbaumstr., Billhornerdeich 85, ✉ 27	[230, 1684, 517, 1715]
directory-entry: — Hans, Bahnarbtr., Stresowstr. 56, H. 1	[1122, 323, 1361, 338]
directory-entry: — P., Maurer, Friedrichsbergerstr. 47	[527, 804, 746, 819]
directory-entry: — Paul, Kielerstr. 10, ✉ 4	[825, 373, 973, 388]
directory-entry: — Emil, Arbtr., Ifflandstr. 44, H. 3, ✉ 24	[527, 1186, 760, 1201]
directory-entry: — Franz, Arbtr., am Bahndamm 21, ✉ 28	[1122, 174, 1361, 189]
directory-entry: — Paul, Reisender, Leibnizstr. 5, ✉ 23	[527, 821, 748, 836]
directory-entry: — H., Laternenw., Hammerbrookstr. 69	[527, 506, 758, 521]
footer-note-paren: (auf blauem Papier vor Abschnitt II).	[912, 1865, 1135, 1881]
